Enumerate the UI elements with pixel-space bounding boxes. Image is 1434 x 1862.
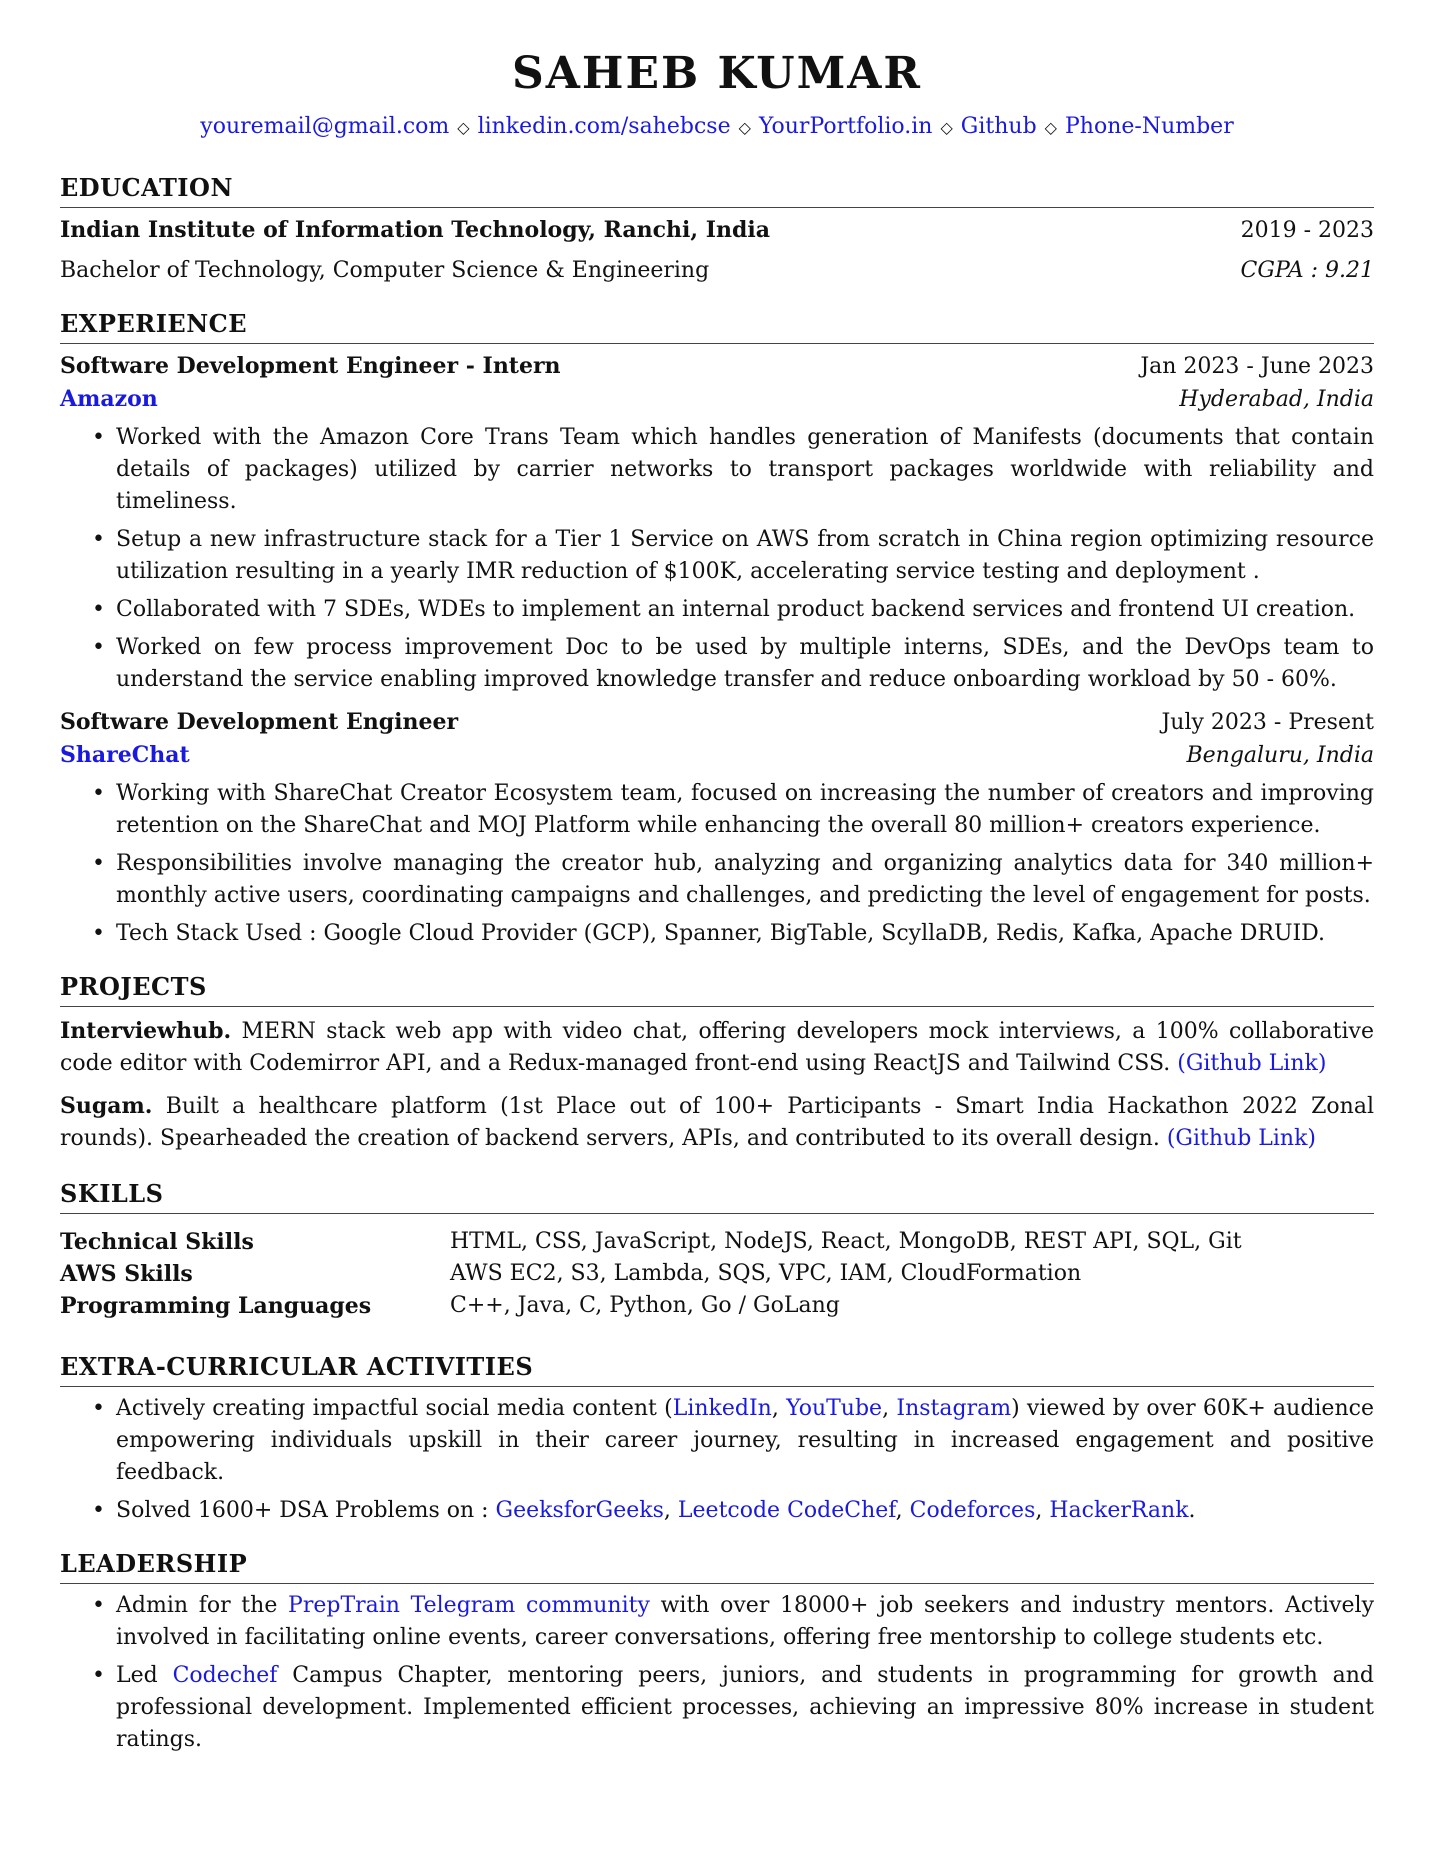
experience-section — [60, 309, 1374, 950]
leadership-text: with over 18000+ job seekers and industry mentors. Actively involved in facilitating online events, career conversations, offering free mentorship to college students etc. — [116, 1593, 1375, 1650]
company-link[interactable]: ShareChat — [60, 742, 190, 768]
job-location: Bengaluru, India — [1186, 743, 1374, 768]
list-item: • Worked on few process improvement Doc to be used by multiple interns, SDEs, and the DevOps team to understand the service enabling improved knowledge transfer and reduce onboarding workload by 50 - 60%. — [116, 632, 1374, 696]
job-subheader — [60, 739, 1374, 772]
list-item: • Collaborated with 7 SDEs, WDEs to implement an internal product backend services and frontend UI creation. — [116, 594, 1374, 626]
skill-label: Programming Languages — [60, 1293, 372, 1319]
candidate-name: SAHEB KUMAR — [512, 48, 922, 99]
list-item: • Actively creating impactful social media content (LinkedIn, YouTube, Instagram) viewed by over 60K+ audience empowering individuals upskill in their career journey, resulting in increased engagement and positive feedback. — [116, 1393, 1374, 1489]
leadership-text: Admin for the — [116, 1593, 289, 1618]
skill-row — [60, 1290, 1374, 1322]
skill-value: AWS EC2, S3, Lambda, SQS, VPC, IAM, CloudFormation — [450, 1261, 1082, 1286]
section-title: EXPERIENCE — [60, 309, 1374, 344]
job-role: Software Development Engineer — [60, 709, 459, 735]
project-item — [60, 1015, 1374, 1080]
job-dates: Jan 2023 - June 2023 — [1140, 354, 1374, 379]
separator-icon: ◇ — [457, 118, 470, 137]
institution: Indian Institute of Information Technology, Ranchi, India — [60, 217, 770, 243]
activity-text: ) viewed by over 60K+ audience empowering individuals upskill in their career journey, resulting in increased engagement and positive feedback. — [116, 1396, 1374, 1485]
instagram-link[interactable]: Instagram — [896, 1396, 1012, 1421]
hackerrank-link[interactable]: HackerRank — [1049, 1498, 1189, 1523]
activity-bullets — [60, 1393, 1374, 1527]
education-section — [60, 173, 1374, 287]
codechef-link[interactable]: Codechef — [172, 1663, 278, 1688]
list-item — [116, 1660, 1374, 1756]
youtube-link[interactable]: YouTube — [786, 1396, 883, 1421]
list-item: • Setup a new infrastructure stack for a Tier 1 Service on AWS from scratch in China region optimizing resource utilization resulting in a yearly IMR reduction of $100K, accelerating service testing and deployment . — [116, 524, 1374, 588]
section-title: EXTRA-CURRICULAR ACTIVITIES — [60, 1352, 1374, 1387]
activity-text: . — [1188, 1498, 1196, 1523]
email-link[interactable]: youremail@gmail.com — [200, 114, 450, 139]
job-subheader — [60, 383, 1374, 416]
project-name: Interviewhub. — [60, 1018, 232, 1044]
job-header — [60, 350, 1374, 383]
project-description: MERN stack web app with video chat, offering developers mock interviews, a 100% collaborative code editor with Codemirror API, and a Redux-managed front-end using ReactJS and Tailwind CSS. — [60, 1019, 1374, 1076]
extracurricular-section — [60, 1352, 1374, 1527]
job-entry — [60, 706, 1374, 950]
list-item: • Working with ShareChat Creator Ecosystem team, focused on increasing the number of creators and improving retention on the ShareChat and MOJ Platform while enhancing the overall 80 million+ creators experience. — [116, 778, 1374, 842]
phone-link[interactable]: Phone-Number — [1064, 114, 1234, 139]
linkedin-link[interactable]: LinkedIn — [672, 1396, 772, 1421]
project-github-link[interactable]: (Github Link) — [1177, 1051, 1327, 1076]
separator-icon: ◇ — [1044, 118, 1057, 137]
separator-icon: ◇ — [738, 118, 751, 137]
education-row — [60, 214, 1374, 247]
job-entry — [60, 350, 1374, 696]
project-name: Sugam. — [60, 1093, 153, 1119]
skill-label: AWS Skills — [60, 1261, 193, 1287]
section-title: PROJECTS — [60, 972, 1374, 1007]
activity-text: Solved 1600+ DSA Problems on : — [116, 1498, 496, 1523]
skill-value: C++, Java, C, Python, Go / GoLang — [450, 1293, 840, 1318]
skill-row — [60, 1258, 1374, 1290]
activity-text: Actively creating impactful social media content ( — [116, 1396, 673, 1421]
skill-label: Technical Skills — [60, 1229, 254, 1255]
cgpa: CGPA : 9.21 — [1240, 258, 1374, 283]
list-item — [116, 1590, 1374, 1654]
geeksforgeeks-link[interactable]: GeeksforGeeks — [495, 1498, 664, 1523]
leadership-section — [60, 1549, 1374, 1756]
skills-table — [60, 1226, 1374, 1322]
project-item — [60, 1090, 1374, 1155]
codeforces-link[interactable]: Codeforces — [909, 1498, 1036, 1523]
section-title: LEADERSHIP — [60, 1549, 1374, 1584]
leadership-text: Led — [116, 1663, 173, 1688]
company-link[interactable]: Amazon — [60, 386, 158, 412]
portfolio-link[interactable]: YourPortfolio.in — [758, 114, 933, 139]
projects-section — [60, 972, 1374, 1155]
github-link[interactable]: Github — [960, 114, 1037, 139]
list-item: • Responsibilities involve managing the creator hub, analyzing and organizing analytics data for 340 million+ monthly active users, coordinating campaigns and challenges, and predicting the level of engagement for posts. — [116, 848, 1374, 912]
section-title: SKILLS — [60, 1179, 1374, 1214]
list-item: • Solved 1600+ DSA Problems on : GeeksforGeeks, Leetcode CodeChef, Codeforces, HackerRank. — [116, 1495, 1374, 1527]
skill-value: HTML, CSS, JavaScript, NodeJS, React, MongoDB, REST API, SQL, Git — [450, 1229, 1242, 1254]
list-item: • Tech Stack Used : Google Cloud Provider (GCP), Spanner, BigTable, ScyllaDB, Redis, Kafka, Apache DRUID. — [116, 918, 1374, 950]
job-bullets — [60, 422, 1374, 696]
separator-icon: ◇ — [940, 118, 953, 137]
list-item: • Worked with the Amazon Core Trans Team which handles generation of Manifests (documents that contain details of packages) utilized by carrier networks to transport packages worldwide with reliability and timeliness. — [116, 422, 1374, 518]
leadership-bullets — [60, 1590, 1374, 1756]
section-title: EDUCATION — [60, 173, 1374, 208]
degree: Bachelor of Technology, Computer Science & Engineering — [60, 258, 710, 283]
job-dates: July 2023 - Present — [1161, 710, 1374, 735]
leetcode-codechef-link[interactable]: Leetcode CodeChef — [677, 1498, 896, 1523]
linkedin-link[interactable]: linkedin.com/sahebcse — [477, 114, 731, 139]
skills-section — [60, 1179, 1374, 1322]
job-role: Software Development Engineer - Intern — [60, 353, 561, 379]
job-location: Hyderabad, India — [1179, 387, 1374, 412]
education-years: 2019 - 2023 — [1240, 218, 1374, 243]
job-header — [60, 706, 1374, 739]
project-github-link[interactable]: (Github Link) — [1166, 1126, 1317, 1151]
job-bullets — [60, 778, 1374, 950]
preptrain-community-link[interactable]: PrepTrain Telegram community — [288, 1593, 650, 1618]
contact-line — [60, 112, 1374, 143]
leadership-text: Campus Chapter, mentoring peers, juniors, and students in programming for growth and professional development. Implemented efficient processes, achieving an impressive 80% increase in student ratings. — [116, 1663, 1374, 1752]
project-description: Built a healthcare platform (1st Place out of 100+ Participants - Smart India Hackathon 2022 Zonal rounds). Spearheaded the creation of backend servers, APIs, and contributed to its overall design. — [60, 1094, 1374, 1151]
degree-row — [60, 255, 1374, 287]
skill-row — [60, 1226, 1374, 1258]
